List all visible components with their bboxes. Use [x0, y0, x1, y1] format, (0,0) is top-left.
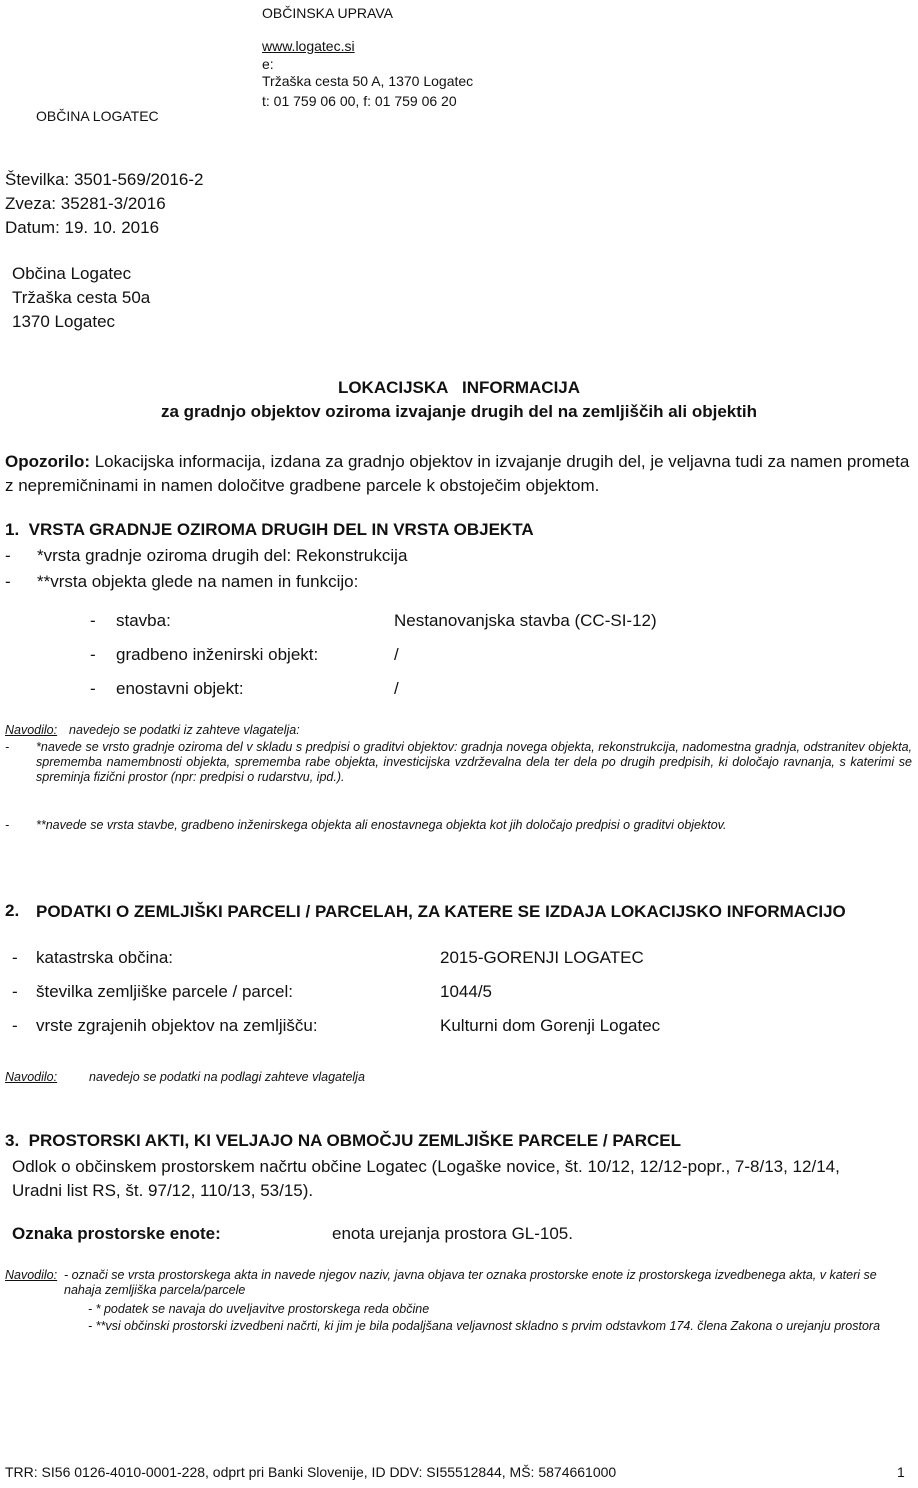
warning-paragraph: [5, 450, 910, 498]
office-phone: t: 01 759 06 00, f: 01 759 06 20: [262, 93, 457, 109]
office-address: Tržaška cesta 50 A, 1370 Logatec: [262, 73, 474, 89]
note-bullet: -: [5, 740, 10, 754]
note-label: Navodilo:: [5, 1070, 58, 1084]
document-number: Številka: 3501-569/2016-2: [5, 170, 204, 189]
list-item: - katastrska občina: 2015-GORENJI LOGATEC: [12, 948, 644, 967]
spatial-unit-value: enota urejanja prostora GL-105.: [332, 1224, 573, 1243]
list-item: - številka zemljiške parcele / parcel: 1044/5: [12, 982, 492, 1001]
list-item: - vrste zgrajenih objektov na zemljišču: Kulturni dom Gorenji Logatec: [12, 1016, 661, 1035]
item-label: številka zemljiške parcele / parcel:: [36, 982, 293, 1001]
document-title: LOKACIJSKA INFORMACIJA: [337, 378, 581, 397]
section2-heading: PODATKI O ZEMLJIŠKI PARCELI / PARCELAH, ZA KATERE SE IZDAJA LOKACIJSKO INFORMACIJO: [36, 902, 846, 921]
warning-label: Opozorilo:: [5, 452, 90, 471]
section1-note-1: *navede se vrsto gradnje oziroma del v skladu s predpisi o graditvi objektov: gradnja novega objekta, rekonstrukcija, nadomestna gradnja, odstranitev objekta, sprememba namembnosti objekta, sprememba rabe objekta, investicijska vzdrževalna dela ter dela po drugih predpisih, ki določajo ravnanja, s katerimi se spreminja fizični prostor (npr: predpisi o rudarstvu, ipd.).: [36, 740, 912, 784]
note-label: Navodilo:: [5, 723, 58, 737]
section3-heading: 3. PROSTORSKI AKTI, KI VELJAJO NA OBMOČJU ZEMLJIŠKE PARCELE / PARCEL: [5, 1131, 681, 1150]
note-text: navedejo se podatki na podlagi zahteve vlagatelja: [89, 1070, 365, 1084]
object-type-text: **vrsta objekta glede na namen in funkcijo:: [37, 572, 359, 591]
section2-number: 2.: [5, 901, 20, 920]
item-value: /: [394, 645, 399, 664]
section1-line-work-type: - *vrsta gradnje oziroma drugih del: Rekonstrukcija: [5, 546, 408, 565]
section1-line-object-type: - **vrsta objekta glede na namen in funkcijo:: [5, 572, 359, 591]
list-item: - enostavni objekt: /: [90, 679, 399, 698]
municipality-name: OBČINA LOGATEC: [36, 108, 159, 124]
recipient-name: Občina Logatec: [12, 264, 132, 283]
item-label: gradbeno inženirski objekt:: [116, 645, 319, 664]
section1-heading: 1. VRSTA GRADNJE OZIROMA DRUGIH DEL IN VRSTA OBJEKTA: [5, 520, 534, 539]
section3-note-3: - **vsi občinski prostorski izvedbeni načrti, ki jim je bila podaljšana veljavnost skladno s prvim odstavkom 174. člena Zakona o urejanju prostora: [88, 1319, 881, 1333]
spatial-unit-label: Oznaka prostorske enote:: [12, 1224, 221, 1243]
document-subtitle: za gradnjo objektov oziroma izvajanje drugih del na zemljiščih ali objektih: [160, 402, 758, 421]
note-bullet: -: [5, 818, 10, 832]
note-intro: navedejo se podatki iz zahteve vlagatelja:: [69, 723, 300, 737]
document-date: Datum: 19. 10. 2016: [5, 218, 160, 237]
item-label: stavba:: [116, 611, 171, 630]
list-item: - stavba: Nestanovanjska stavba (CC-SI-12): [90, 611, 657, 630]
recipient-street: Tržaška cesta 50a: [12, 288, 151, 307]
list-item: - gradbeno inženirski objekt: /: [90, 645, 399, 664]
item-label: vrste zgrajenih objektov na zemljišču:: [36, 1016, 318, 1035]
item-value: 1044/5: [440, 982, 492, 1001]
email-label: e:: [262, 56, 274, 72]
warning-text: Lokacijska informacija, izdana za gradnjo objektov in izvajanje drugih del, je veljavna tudi za namen prometa z nepremičninami in namen določitve gradbene parcele k obstoječim objektom.: [5, 452, 910, 495]
section1-note-header: [5, 723, 300, 738]
item-value: /: [394, 679, 399, 698]
section2-note: [5, 1070, 365, 1085]
spatial-unit-row: [12, 1224, 573, 1244]
recipient-city: 1370 Logatec: [12, 312, 116, 331]
item-value: 2015-GORENJI LOGATEC: [440, 948, 644, 967]
section3-note-label: Navodilo:: [5, 1268, 58, 1282]
item-value: Nestanovanjska stavba (CC-SI-12): [394, 611, 657, 630]
item-label: katastrska občina:: [36, 948, 174, 967]
document-relation: Zveza: 35281-3/2016: [5, 194, 166, 213]
page-number: 1: [897, 1464, 905, 1480]
work-type-text: *vrsta gradnje oziroma drugih del: Rekonstrukcija: [37, 546, 408, 565]
office-name: OBČINSKA UPRAVA: [262, 5, 393, 21]
item-label: enostavni objekt:: [116, 679, 244, 698]
section3-note-1: - označi se vrsta prostorskega akta in navede njegov naziv, javna objava ter oznaka prostorske enote iz prostorskega izvedbenega akta, v kateri se nahaja zemljiška parcela/parcele: [64, 1268, 877, 1297]
section3-note-2: - * podatek se navaja do uveljavitve prostorskega reda občine: [88, 1302, 430, 1316]
item-value: Kulturni dom Gorenji Logatec: [440, 1016, 661, 1035]
website-link[interactable]: www.logatec.si: [262, 38, 355, 54]
section1-note-2: **navede se vrsta stavbe, gradbeno inženirskega objekta ali enostavnega objekta kot jih določajo predpisi o graditvi objektov.: [36, 818, 727, 832]
section3-text: Odlok o občinskem prostorskem načrtu občine Logatec (Logaške novice, št. 10/12, 12/12-popr., 7-8/13, 12/14, Uradni list RS, št. 97/12, 110/13, 53/15).: [12, 1157, 840, 1200]
footer-bank-info: TRR: SI56 0126-4010-0001-228, odprt pri Banki Slovenije, ID DDV: SI55512844, MŠ: 5874661000: [5, 1464, 617, 1480]
